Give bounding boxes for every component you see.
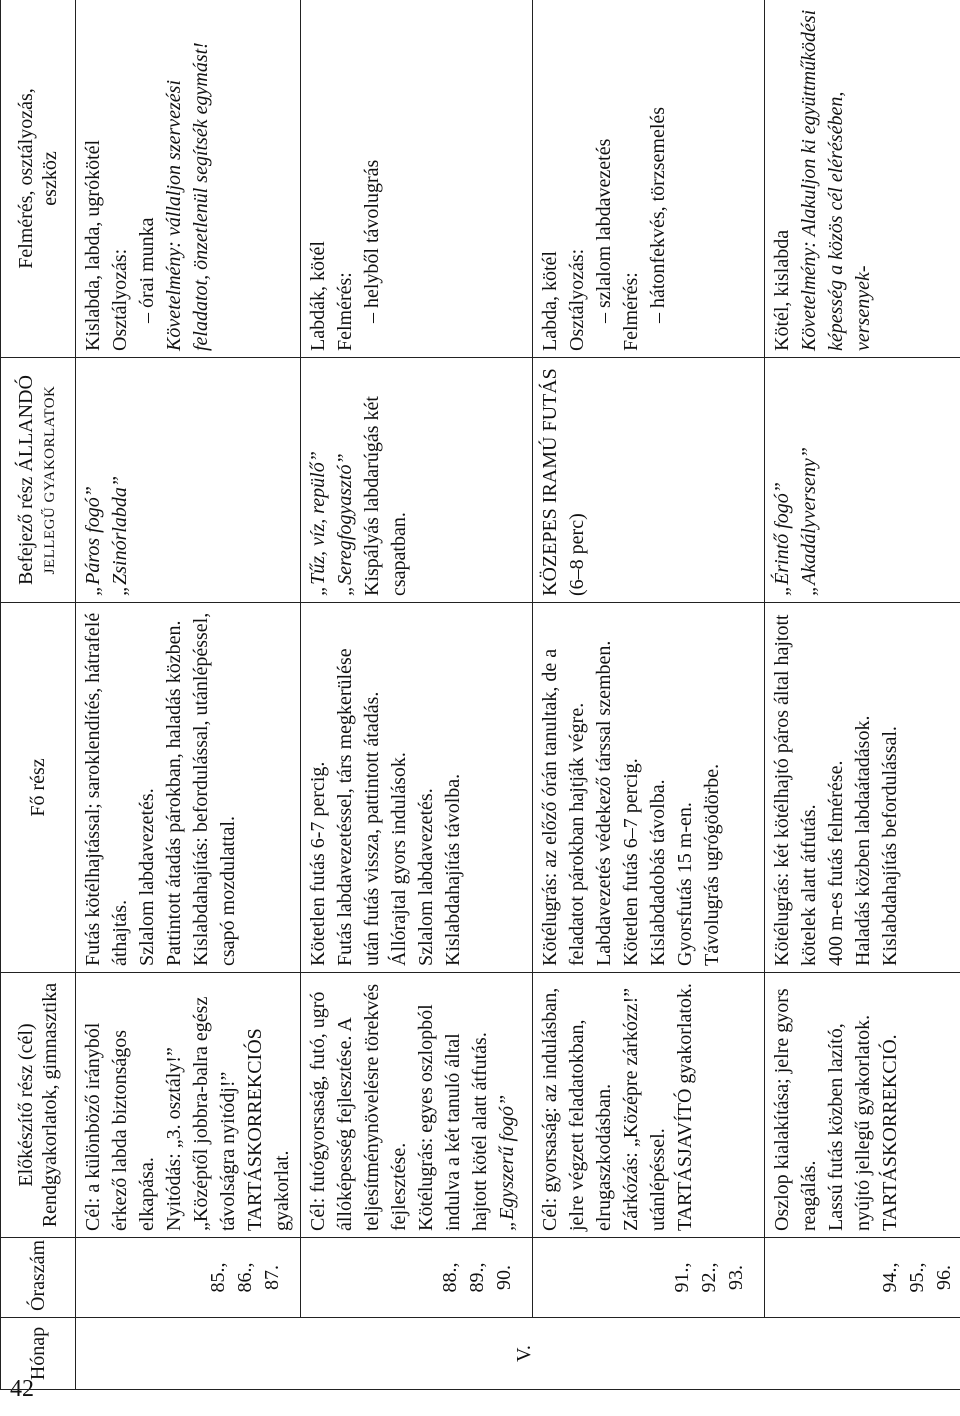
- assess-item: – helyből távolugrás: [361, 159, 383, 323]
- final-item: „Érintő fogó”: [771, 482, 793, 596]
- main-item: Futás labdavezetéssel, társ megkerülése után futás vissza, pattintott átadás.: [334, 648, 383, 966]
- prep-cell: [301, 973, 533, 1238]
- prep-cell: [76, 973, 301, 1238]
- lesson-numbers: [301, 1238, 533, 1318]
- lesson-numbers: [533, 1238, 765, 1318]
- assess-item: Labdák, kötél: [307, 241, 329, 351]
- lesson-number: 96.: [933, 1265, 955, 1290]
- header-assess-line1: Felmérés, osztályozás,: [15, 88, 37, 269]
- main-item: Szlalom labdavezetés.: [415, 788, 437, 966]
- assess-item: Felmérés:: [334, 272, 356, 351]
- lesson-number: 92.,: [698, 1262, 720, 1293]
- header-prep-line1: Előkészítő rész (cél): [15, 1023, 37, 1187]
- main-item: Gyorsfutás 15 m-en.: [674, 802, 696, 966]
- final-item: KÖZEPES IRAMÚ FUTÁS (6–8 perc): [539, 368, 588, 596]
- prep-item: Kötélugrás: egyes oszlopból indulva a két tanuló által hajtott kötél alatt átfutás.: [415, 1004, 491, 1231]
- assess-cell: [765, 0, 960, 358]
- final-item: „Tűz, víz, repülő”: [307, 451, 329, 596]
- main-item: Kislabdahajítás befordulással.: [879, 726, 901, 966]
- lesson-number: 86.,: [234, 1262, 256, 1293]
- page-number: 42: [10, 1376, 34, 1402]
- final-item: „Seregfogyasztó”: [334, 453, 356, 596]
- main-item: Kislabdahajítás: befordulással, utánlépéssel, csapó mozdulattal.: [190, 612, 239, 966]
- lesson-number: 90.: [493, 1265, 515, 1290]
- main-item: Kislabdadobás távolba.: [647, 779, 669, 966]
- final-item: „Zsinórlabda”: [109, 475, 131, 596]
- lesson-numbers: [76, 1238, 301, 1318]
- main-item: Távolugrás ugrógödörbe.: [701, 763, 723, 966]
- main-item: Kislabdahajítás távolba.: [442, 773, 464, 966]
- final-cell: [301, 358, 533, 603]
- header-assess-line2: eszköz: [39, 151, 61, 206]
- prep-item: Lassú futás közben lazító, nyújtó jellegű gyakorlatok.: [825, 1014, 874, 1231]
- lesson-number: 93.: [725, 1265, 747, 1290]
- main-cell: [76, 603, 301, 973]
- table-row: [301, 0, 533, 1390]
- final-cell: [533, 358, 765, 603]
- header-assess: [1, 0, 76, 358]
- main-item: Haladás közben labdaátadások.: [852, 715, 874, 966]
- header-main: Fő rész: [1, 603, 76, 973]
- lesson-number: 85.,: [207, 1262, 229, 1293]
- final-cell: [765, 358, 960, 603]
- final-cell: [76, 358, 301, 603]
- main-item: Kötetlen futás 6-7 percig.: [307, 761, 329, 966]
- table-row: [765, 0, 960, 1390]
- prep-cell: [765, 973, 960, 1238]
- assess-item: – hátonfekvés, törzsemelés: [647, 106, 669, 323]
- main-item: Szlalom labdavezetés.: [136, 788, 158, 966]
- prep-item: TARTÁSJAVÍTÓ gyakorlatok.: [674, 983, 696, 1231]
- lesson-number: 88.,: [439, 1262, 461, 1293]
- assess-item: Kislabda, labda, ugrókötél: [82, 139, 104, 351]
- month-cell: V.: [76, 1318, 960, 1390]
- prep-item: Oszlop kialakítása; jelre gyors reagálás.: [771, 988, 820, 1231]
- final-item: „Páros fogó”: [82, 486, 104, 596]
- assess-cell: [533, 0, 765, 358]
- prep-item: Cél: a különböző irányból érkező labda biztonságos elkapása.: [82, 1022, 158, 1231]
- prep-item: Cél: gyorsaság: az indulásban, jelre végzett feladatokban, elrugaszkodásban.: [539, 987, 615, 1231]
- lesson-number: 89.,: [466, 1262, 488, 1293]
- lesson-numbers: [765, 1238, 960, 1318]
- assess-item: Osztályozás:: [109, 248, 131, 351]
- main-cell: [533, 603, 765, 973]
- prep-item: Cél: futógyorsaság, futó, ugró állóképesség fejlesztése. A teljesítménynövelésre törekvés fejlesztése.: [307, 983, 410, 1231]
- table-row: [76, 0, 301, 1390]
- assess-item: Osztályozás:: [566, 248, 588, 351]
- prep-item: Nyitódás: „3. osztály!” „Középtől jobbra-balra egész távolságra nyitódj!”: [163, 996, 239, 1231]
- lesson-number: 87.: [261, 1265, 283, 1290]
- main-item: Kötetlen futás 6–7 percig.: [620, 758, 642, 966]
- prep-item: TARTÁSKORREKCIÓ.: [879, 1034, 901, 1231]
- main-item: Labdavezetés védekező társsal szemben.: [593, 640, 615, 966]
- header-lesson: Óraszám: [1, 1238, 76, 1318]
- main-item: Kötélugrás: két kötélhajtó páros által hajtott kötelek alatt átfutás.: [771, 614, 820, 966]
- main-item: Futás kötélhajtással; saroklendítés, hátrafelé áthajtás.: [82, 612, 131, 966]
- assess-cell: [76, 0, 301, 358]
- main-item: 400 m-es futás felmérése.: [825, 760, 847, 966]
- lesson-number: 94.,: [879, 1262, 901, 1293]
- header-month: Hónap: [1, 1318, 76, 1390]
- header-prep: [1, 973, 76, 1238]
- main-item: Pattintott átadás párokban, haladás közben.: [163, 620, 185, 966]
- assess-item: Felmérés:: [620, 272, 642, 351]
- prep-item: Zárkózás: „Középre zárkózz!” utánlépéssel.: [620, 987, 669, 1231]
- main-item: Állórajtal gyors indulások.: [388, 752, 410, 966]
- header-row: [1, 0, 76, 1390]
- lesson-number: 95.,: [906, 1262, 928, 1293]
- header-final-line2: JELLEGŰ GYAKORLATOK: [42, 385, 58, 575]
- assess-item: – órai munka: [136, 217, 158, 323]
- assess-item: Kötél, kislabda: [771, 229, 793, 351]
- assess-item: – szlalom labdavezetés: [593, 138, 615, 323]
- main-item: Kötélugrás: az előző órán tanultak, de a feladatot párokban hajtják végre.: [539, 648, 588, 966]
- prep-item: „Egyszerű fogó”: [496, 1094, 518, 1231]
- prep-cell: [533, 973, 765, 1238]
- assess-cell: [301, 0, 533, 358]
- header-final: [1, 358, 76, 603]
- prep-item: TARTÁSKORREKCIÓS gyakorlat.: [244, 1028, 293, 1231]
- header-prep-line2: Rendgyakorlatok, gimnasztika: [39, 982, 61, 1228]
- lesson-number: 91.,: [671, 1262, 693, 1293]
- assess-item: Követelmény: vállaljon szervezési feladatot, önzetlenül segítsék egymást!: [163, 42, 212, 351]
- header-final-line1: Befejező rész ÁLLANDÓ: [15, 375, 37, 585]
- main-cell: [765, 603, 960, 973]
- final-item: „Akadályverseny”: [798, 447, 820, 596]
- assess-item: Labda, kötél: [539, 251, 561, 351]
- main-cell: [301, 603, 533, 973]
- table-row: [533, 0, 765, 1390]
- assess-item: Követelmény: Alakuljon ki együttműködési képesség a közös cél elérésében, versenyek-: [798, 9, 874, 351]
- final-item: Kispályás labdarúgás két csapatban.: [361, 396, 410, 596]
